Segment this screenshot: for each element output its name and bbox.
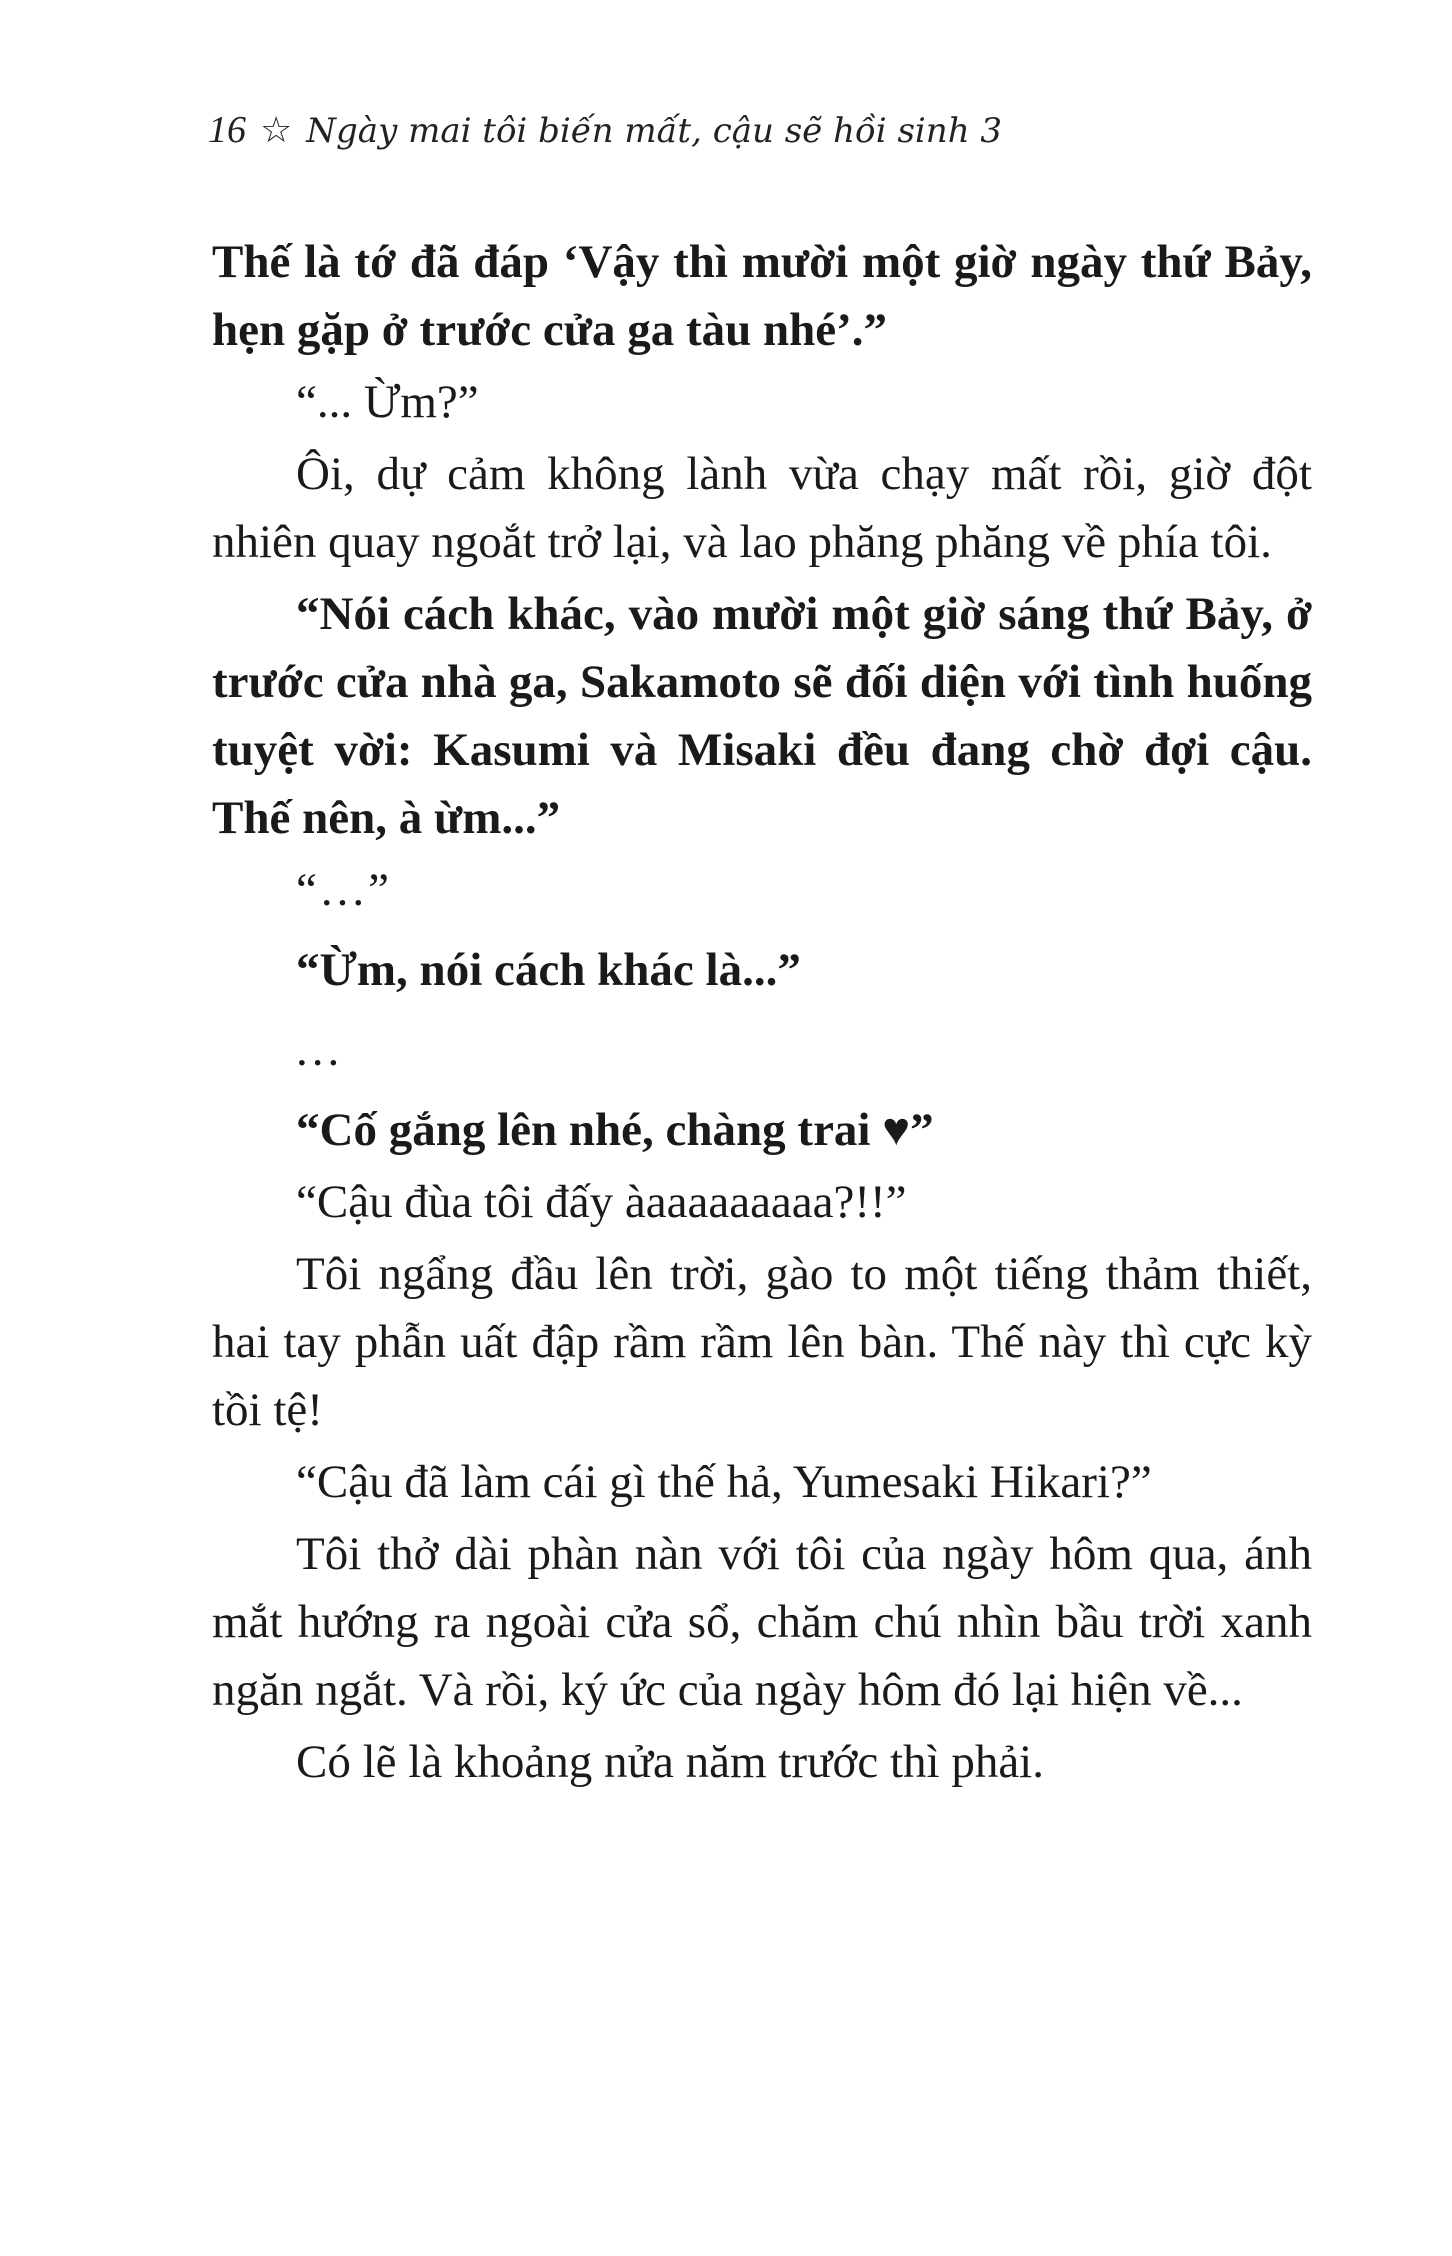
paragraph: Tôi thở dài phàn nàn với tôi của ngày hôm qua, ánh mắt hướng ra ngoài cửa sổ, chăm chú nhìn bầu trời xanh ngăn ngắt. Và rồi, ký ức của ngày hôm đó lại hiện về... xyxy=(212,1528,1312,1716)
paragraph: Ôi, dự cảm không lành vừa chạy mất rồi, giờ đột nhiên quay ngoắt trở lại, và lao phăng phăng về phía tôi. xyxy=(212,448,1312,568)
running-header xyxy=(208,108,1002,152)
paragraph: Thế là tớ đã đáp ‘Vậy thì mười một giờ ngày thứ Bảy, hẹn gặp ở trước cửa ga tàu nhé’.” xyxy=(212,236,1312,356)
paragraph: “Cố gắng lên nhé, chàng trai ♥” xyxy=(296,1104,934,1156)
star-icon: ☆ xyxy=(260,110,293,150)
paragraph: ... xyxy=(296,1024,344,1076)
paragraph: “...” xyxy=(296,864,393,916)
body-text xyxy=(212,228,1312,1800)
paragraph: “Nói cách khác, vào mười một giờ sáng thứ Bảy, ở trước cửa nhà ga, Sakamoto sẽ đối diện với tình huống tuyệt vời: Kasumi và Misaki đều đang chờ đợi cậu. Thế nên, à ừm...” xyxy=(212,588,1312,844)
page-number: 16 xyxy=(208,109,246,151)
paragraph: Tôi ngẩng đầu lên trời, gào to một tiếng thảm thiết, hai tay phẫn uất đập rầm rầm lên bàn. Thế này thì cực kỳ tồi tệ! xyxy=(212,1248,1312,1436)
paragraph: “... Ừm?” xyxy=(296,376,479,428)
paragraph: “Cậu đã làm cái gì thế hả, Yumesaki Hikari?” xyxy=(296,1456,1152,1508)
paragraph: “Cậu đùa tôi đấy àaaaaaaaaa?!!” xyxy=(296,1176,907,1228)
book-title: Ngày mai tôi biến mất, cậu sẽ hồi sinh 3 xyxy=(306,111,1003,151)
paragraph: Có lẽ là khoảng nửa năm trước thì phải. xyxy=(296,1736,1044,1788)
paragraph: “Ừm, nói cách khác là...” xyxy=(296,944,801,996)
